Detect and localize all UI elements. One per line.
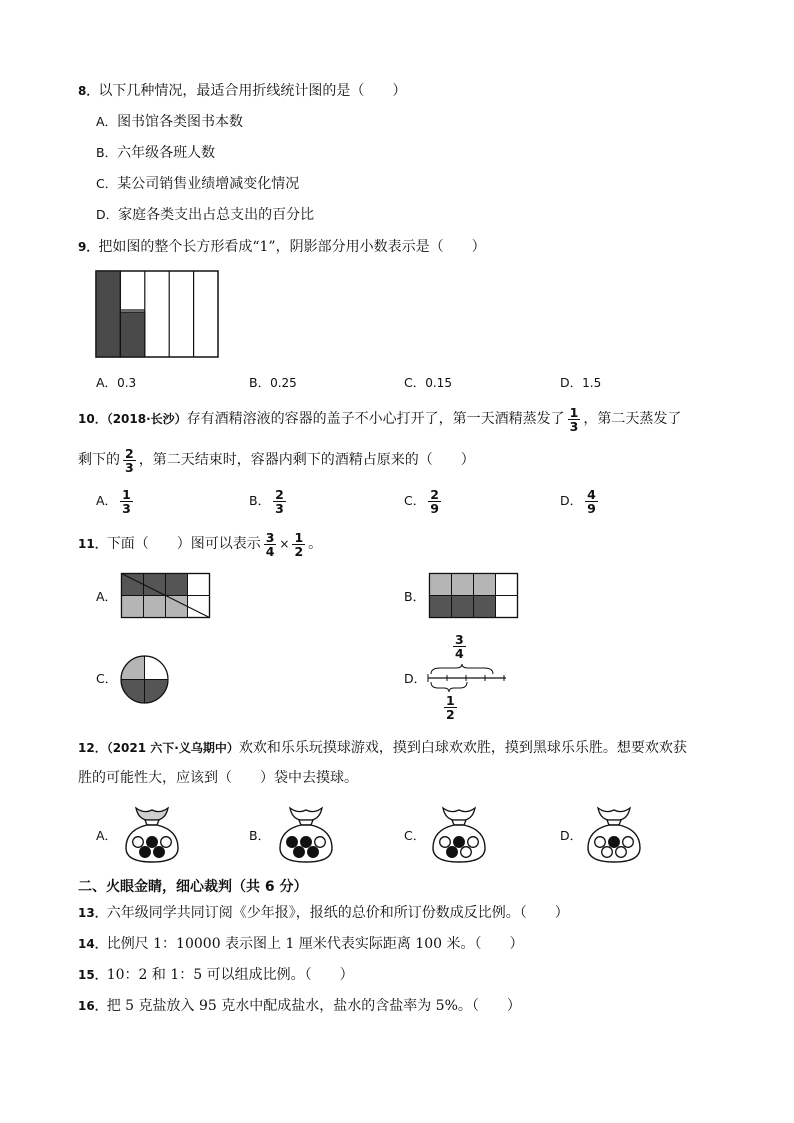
- d-top-fraction: $\frac{3}{4}$: [455, 632, 464, 661]
- white-ball: [315, 837, 326, 848]
- white-ball: [468, 837, 479, 848]
- white-ball: [616, 847, 627, 858]
- option-letter: B．: [249, 828, 271, 843]
- question-15: [78, 965, 354, 985]
- white-ball: [133, 837, 144, 848]
- black-ball: [154, 847, 165, 858]
- d-bottom-fraction: $\frac{1}{2}$: [446, 693, 455, 722]
- option-letter: A．: [96, 828, 118, 843]
- bag-neck: [299, 820, 313, 825]
- white-ball: [440, 837, 451, 848]
- option-text: 0.3: [117, 376, 137, 390]
- option-b-figure: [429, 573, 519, 619]
- option-b-bag: [276, 804, 336, 864]
- question-text: ，第二天结束时，容器内剩下的酒精占原来的（ ）: [138, 452, 475, 468]
- option-d[interactable]: [560, 484, 601, 518]
- shaded-strip: [96, 271, 120, 357]
- question-9-stem: [78, 237, 486, 257]
- question-10-stem: [78, 402, 681, 436]
- question-10-stem-cont: [78, 443, 475, 477]
- bag-neck: [145, 820, 159, 825]
- option-text: 0.15: [425, 376, 452, 390]
- option-text: 图书馆各类图书本数: [117, 114, 244, 130]
- white-ball: [602, 847, 613, 858]
- option-d[interactable]: [560, 826, 582, 846]
- option-letter: C．: [404, 493, 426, 508]
- question-14: [78, 934, 523, 954]
- option-letter: D．: [96, 207, 119, 222]
- question-13: [78, 903, 569, 923]
- option-a[interactable]: [96, 112, 243, 132]
- question-text: 下面（ ）图可以表示: [106, 536, 261, 552]
- bag-neck: [452, 820, 466, 825]
- question-text: 欢欢和乐乐玩摸球游戏，摸到白球欢欢胜，摸到黑球乐乐胜。想要欢欢获: [238, 740, 687, 756]
- fraction: $\frac{1}{3}$: [569, 404, 579, 434]
- question-8-stem: [78, 81, 406, 101]
- option-b[interactable]: [249, 373, 297, 393]
- black-ball: [140, 847, 151, 858]
- option-letter: D．: [560, 375, 583, 390]
- white-ball: [461, 847, 472, 858]
- option-a-figure: [121, 573, 211, 619]
- question-text: ，第二天蒸发了: [583, 411, 682, 427]
- option-d[interactable]: [560, 373, 601, 393]
- option-b[interactable]: [249, 826, 270, 846]
- option-b[interactable]: [249, 484, 289, 518]
- bag-top: [443, 808, 475, 820]
- question-number: 13．: [78, 906, 107, 920]
- option-c-bag: [429, 804, 489, 864]
- question-text: 六年级同学共同订阅《少年报》，报纸的总价和所订份数成反比例。（ ）: [106, 905, 569, 921]
- question-text: 剩下的: [78, 452, 120, 468]
- question-number: 12．: [78, 741, 107, 755]
- white-ball: [623, 837, 634, 848]
- question-11-stem: [78, 527, 322, 561]
- question-number: 9．: [78, 240, 99, 254]
- black-ball: [308, 847, 319, 858]
- option-letter: C．: [404, 375, 426, 390]
- option-letter: D．: [560, 828, 583, 843]
- white-ball: [161, 837, 172, 848]
- option-c[interactable]: [96, 174, 299, 194]
- option-letter: B．: [404, 589, 426, 604]
- question-text: 10：2 和 1：5 可以组成比例。（ ）: [106, 967, 354, 983]
- question-number: 10．: [78, 412, 107, 426]
- option-text: 家庭各类支出占总支出的百分比: [118, 207, 315, 223]
- question-text: 胜的可能性大，应该到（ ）袋中去摸球。: [78, 770, 358, 786]
- option-c[interactable]: [404, 373, 452, 393]
- option-c[interactable]: [96, 669, 117, 689]
- bag-neck: [607, 820, 621, 825]
- rectangle-figure: [95, 270, 219, 358]
- option-text: 六年级各班人数: [117, 145, 216, 161]
- option-letter: C．: [96, 671, 118, 686]
- option-letter: D．: [560, 493, 583, 508]
- option-text: 1.5: [582, 376, 602, 390]
- option-c[interactable]: [404, 826, 425, 846]
- black-ball: [609, 837, 620, 848]
- fraction: $\frac{3}{4}$: [265, 529, 275, 559]
- fraction: $\frac{2}{3}$: [125, 445, 134, 475]
- option-fraction: $\frac{2}{9}$: [430, 486, 439, 516]
- option-fraction: $\frac{2}{3}$: [275, 486, 284, 516]
- section-heading: 二、火眼金睛，细心裁判（共 6 分）: [78, 879, 308, 895]
- bag-top: [598, 808, 630, 820]
- question-number: 11．: [78, 537, 107, 551]
- option-b[interactable]: [404, 587, 425, 607]
- black-ball: [301, 837, 312, 848]
- black-ball: [287, 837, 298, 848]
- question-text: 把 5 克盐放入 95 克水中配成盐水，盐水的含盐率为 5%。（ ）: [106, 998, 521, 1014]
- option-c-figure: [120, 655, 170, 705]
- option-d[interactable]: [96, 205, 314, 225]
- option-letter: A．: [96, 375, 118, 390]
- option-letter: A．: [96, 589, 118, 604]
- black-ball: [447, 847, 458, 858]
- white-ball: [595, 837, 606, 848]
- question-text: 把如图的整个长方形看成“1”，阴影部分用小数表示是（ ）: [98, 239, 486, 255]
- option-d-figure: [428, 664, 508, 694]
- question-16: [78, 996, 521, 1016]
- question-source: （2018·长沙）: [106, 412, 187, 426]
- black-ball: [294, 847, 305, 858]
- option-fraction: $\frac{1}{3}$: [122, 486, 131, 516]
- question-source: （2021 六下·义乌期中）: [106, 741, 239, 755]
- option-letter: C．: [404, 828, 426, 843]
- option-a[interactable]: [96, 373, 136, 393]
- question-12-stem: [78, 738, 687, 758]
- question-number: 16．: [78, 999, 107, 1013]
- question-text: 比例尺 1：10000 表示图上 1 厘米代表实际距离 100 米。（ ）: [106, 936, 524, 952]
- times-sign: ×: [279, 537, 290, 551]
- bag-top: [290, 808, 322, 820]
- fraction: $\frac{1}{2}$: [294, 529, 304, 559]
- option-a[interactable]: [96, 826, 117, 846]
- question-text: 。: [308, 536, 323, 552]
- option-text: 0.25: [270, 376, 297, 390]
- question-text: 存有酒精溶液的容器的盖子不小心打开了，第一天酒精蒸发了: [186, 411, 565, 427]
- bag-top: [136, 808, 168, 820]
- option-c[interactable]: [404, 484, 444, 518]
- option-letter: C．: [96, 176, 118, 191]
- shaded-half-strip: [120, 312, 144, 357]
- option-text: 某公司销售业绩增减变化情况: [117, 176, 300, 192]
- question-number: 14．: [78, 937, 107, 951]
- option-d-bag: [584, 804, 644, 864]
- option-b[interactable]: [96, 143, 215, 163]
- black-ball: [147, 837, 158, 848]
- question-number: 8．: [78, 84, 99, 98]
- option-a-bag: [122, 804, 182, 864]
- black-ball: [454, 837, 465, 848]
- option-fraction: $\frac{4}{9}$: [587, 486, 596, 516]
- option-letter: B．: [96, 145, 118, 160]
- option-a[interactable]: [96, 587, 117, 607]
- question-text: 以下几种情况，最适合用折线统计图的是（ ）: [98, 83, 407, 99]
- question-12-stem-cont: [78, 768, 358, 788]
- option-letter: A．: [96, 493, 118, 508]
- option-a[interactable]: [96, 484, 136, 518]
- option-letter: D．: [404, 671, 427, 686]
- option-letter: A．: [96, 114, 118, 129]
- option-letter: B．: [249, 375, 271, 390]
- option-letter: B．: [249, 493, 271, 508]
- option-d[interactable]: [404, 669, 426, 689]
- question-number: 15．: [78, 968, 107, 982]
